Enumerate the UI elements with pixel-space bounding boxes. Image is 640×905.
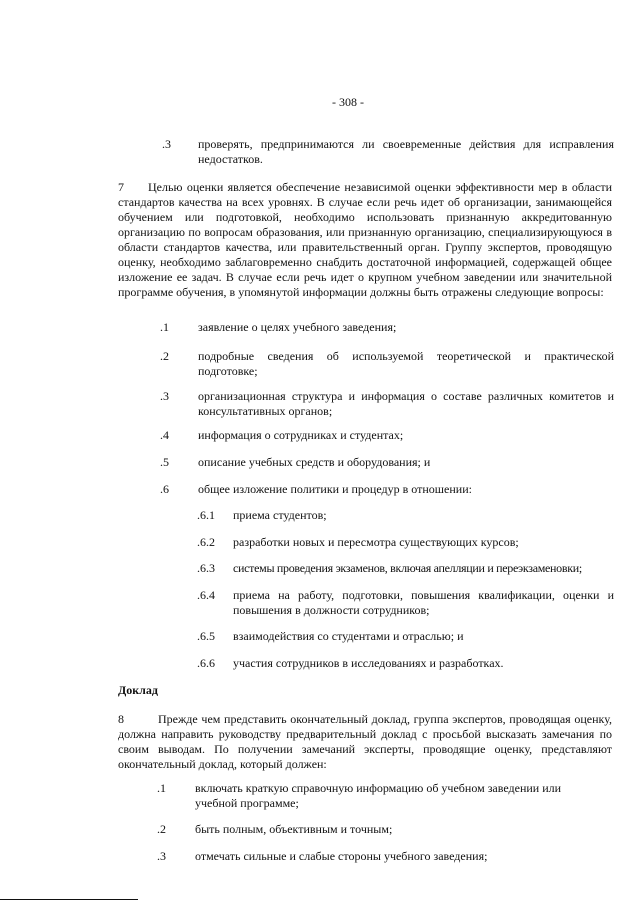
item-text: описание учебных средств и оборудования; и	[198, 455, 431, 469]
item-text: общее изложение политики и процедур в отношении:	[198, 482, 472, 496]
item-text: проверять, предпринимаются ли своевременные действия для исправления недостатков.	[198, 137, 614, 166]
item-number: .6.1	[197, 508, 215, 522]
paragraph-8	[118, 712, 612, 772]
item-number: .6.6	[197, 656, 215, 670]
item-number: .1	[157, 781, 166, 795]
paragraph-number: 8	[118, 712, 124, 726]
footnote-separator	[0, 899, 138, 900]
paragraph-text: Целью оценки является обеспечение независимой оценки эффективности мер в области стандартов качества на всех уровнях. В случае если речь идет об организации, занимающейся обучением или подготовкой, необходимо использовать признанную аккредитованную организацию по вопросам образования, или признанную организацию, специализирующуюся в области стандартов качества, или правительственный орган. Группу экспертов, проводящую оценку, необходимо заблаговременно снабдить достаточной информацией, содержащей общее изложение ее задач. В случае если речь идет о крупном учебном заведении или значительной программе обучения, в упомянутой информации должны быть отражены следующие вопросы:	[118, 180, 612, 299]
item-text: приема студентов;	[233, 508, 327, 522]
item-text: приема на работу, подготовки, повышения квалификации, оценки и повышения в должности сотрудников;	[233, 588, 614, 617]
item-text: отмечать сильные и слабые стороны учебного заведения;	[195, 849, 488, 863]
item-text: информация о сотрудниках и студентах;	[198, 428, 404, 442]
item-number: .6.2	[197, 535, 215, 549]
page-number: - 308 -	[332, 95, 364, 109]
item-number: .6.3	[197, 561, 215, 575]
paragraph-7	[118, 180, 612, 300]
item-number: .3	[157, 849, 166, 863]
item-number: .3	[162, 137, 171, 151]
item-number: .2	[160, 349, 169, 363]
item-text: участия сотрудников в исследованиях и разработках.	[233, 656, 504, 670]
item-number: .6	[160, 482, 169, 496]
item-number: .5	[160, 455, 169, 469]
item-number: .3	[160, 389, 169, 403]
paragraph-number: 7	[118, 180, 124, 194]
item-number: .6.4	[197, 588, 215, 602]
item-text: быть полным, объективным и точным;	[195, 822, 393, 836]
item-text: заявление о целях учебного заведения;	[198, 320, 397, 334]
item-number: .2	[157, 822, 166, 836]
paragraph-text: Прежде чем представить окончательный доклад, группа экспертов, проводящая оценку, должна направить руководству предварительный доклад с просьбой высказать замечания по своим выводам. По получении замечаний эксперты, проводящие оценку, представляют окончательный доклад, который должен:	[118, 712, 612, 771]
item-text: включать краткую справочную информацию об учебном заведении или учебной программе;	[195, 781, 562, 810]
item-text: взаимодействия со студентами и отраслью; и	[233, 629, 464, 643]
item-text: подробные сведения об используемой теоретической и практической подготовке;	[198, 349, 614, 378]
item-number: .1	[160, 320, 169, 334]
section-heading: Доклад	[118, 683, 158, 697]
item-text: системы проведения экзаменов, включая апелляции и переэкзаменовки;	[233, 561, 582, 575]
item-text: разработки новых и пересмотра существующих курсов;	[233, 535, 519, 549]
item-text: организационная структура и информация о составе различных комитетов и консультативных органов;	[198, 389, 614, 418]
item-number: .6.5	[197, 629, 215, 643]
item-number: .4	[160, 428, 169, 442]
